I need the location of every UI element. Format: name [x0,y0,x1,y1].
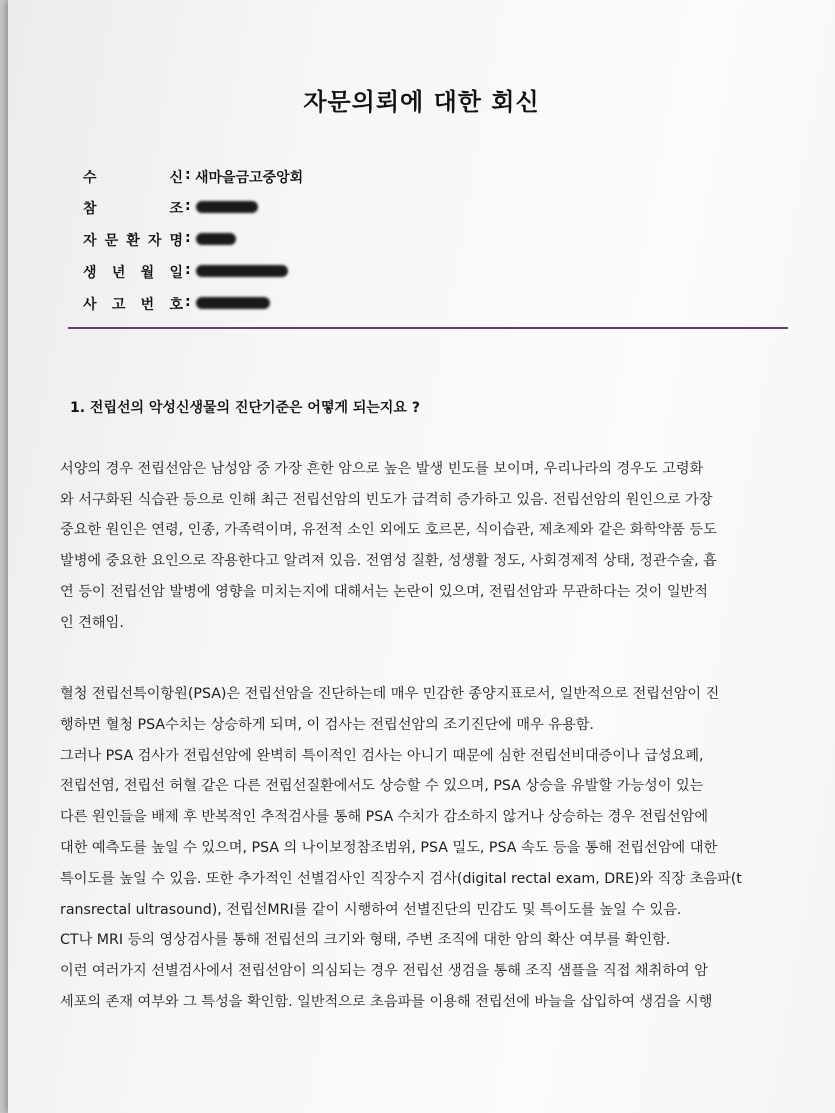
label-char: 사 [83,297,97,313]
label-char: 자 [83,233,97,249]
document-page [8,0,835,1113]
colon: : [185,167,191,183]
text-line: 서양의 경우 전립선암은 남성암 중 가장 흔한 암으로 높은 발생 빈도를 보이며, 우리나라의 경우도 고령화 [60,461,704,477]
redaction-mark [196,297,270,309]
text-line: 혈청 전립선특이항원(PSA)은 전립선암을 진단하는데 매우 민감한 종양지표로서, 일반적으로 전립선암이 진 [60,686,720,702]
label-char: 년 [111,265,126,281]
label-char: 번 [140,297,155,313]
text-line: 그러나 PSA 검사가 전립선암에 완벽히 특이적인 검사는 아니기 때문에 심한 전립선비대증이나 급성요폐, [60,747,704,764]
text-line: 발병에 중요한 요인으로 작용한다고 알려져 있음. 전염성 질환, 성생활 정도, 사회경제적 상태, 정관수술, 흡 [60,553,717,570]
section-heading: 1. 전립선의 악성신생물의 진단기준은 어떻게 되는지요 ? [70,400,420,416]
text-line: ransrectal ultrasound), 전립선MRI를 같이 시행하여 선별진단의 민감도 및 특이도를 높일 수 있음. [60,901,682,918]
label-char: 신 [169,170,183,186]
label-char: 자 [147,233,162,249]
redaction-mark [196,233,236,245]
text-line: 대한 예측도를 높일 수 있으며, PSA 의 나이보정참조범위, PSA 밀도, PSA 속도 등을 통해 전립선암에 대한 [60,840,718,856]
colon: : [185,262,191,278]
recipient-label [83,167,183,187]
label-char: 호 [169,297,183,313]
birthdate-label [83,262,183,282]
patient-name-label [83,230,183,250]
text-line: 전립선염, 전립선 허혈 같은 다른 전립선질환에서도 상승할 수 있으며, PSA 상승을 유발할 가능성이 있는 [60,778,704,795]
label-char: 참 [83,201,97,217]
label-char: 수 [83,170,97,186]
colon: : [185,230,191,246]
text-line: 와 서구화된 식습관 등으로 인해 최근 전립선암의 빈도가 급격히 증가하고 있음. 전립선암의 원인으로 가장 [60,491,713,508]
label-char: 환 [126,233,140,249]
label-char: 문 [104,233,119,249]
document-title: 자문의뢰에 대한 회신 [303,88,540,116]
text-line: 행하면 혈청 PSA수치는 상승하게 되며, 이 검사는 전립선암의 조기진단에 매우 유용함. [60,716,594,733]
text-line: CT나 MRI 등의 영상검사를 통해 전립선의 크기와 형태, 주변 조직에 대한 암의 확산 여부를 확인함. [60,932,671,949]
text-line: 다른 원인들을 배제 후 반복적인 추적검사를 통해 PSA 수치가 감소하지 않거나 상승하는 경우 전립선암에 [60,809,709,826]
colon: : [185,294,191,310]
text-line: 연 등이 전립선암 발병에 영향을 미치는지에 대해서는 논란이 있으며, 전립선암과 무관하다는 것이 일반적 [60,583,708,600]
redaction-mark [196,201,258,213]
text-line: 인 견해임. [60,614,124,631]
label-char: 고 [111,297,126,313]
reference-label [83,198,183,218]
text-line: 이런 여러가지 선별검사에서 전립선암이 의심되는 경우 전립선 생검을 통해 조직 샘플을 직접 채취하여 암 [60,963,708,980]
recipient-value: 새마을금고중앙회 [195,170,304,186]
label-char: 조 [169,201,183,217]
label-char: 명 [169,233,183,249]
label-char: 일 [169,265,183,281]
label-char: 월 [140,265,155,281]
redaction-mark [196,265,288,277]
case-number-label [83,294,183,314]
text-line: 특이도를 높일 수 있음. 또한 추가적인 선별검사인 직장수지 검사(digital rectal exam, DRE)와 직장 초음파(t [60,870,742,887]
colon: : [185,198,191,214]
text-line: 세포의 존재 여부와 그 특성을 확인함. 일반적으로 초음파를 이용해 전립선에 바늘을 삽입하여 생검을 시행 [60,994,713,1010]
text-line: 중요한 원인은 연령, 인종, 가족력이며, 유전적 소인 외에도 호르몬, 식이습관, 제초제와 같은 화학약품 등도 [60,522,717,539]
header-divider [68,327,788,329]
label-char: 생 [83,265,97,281]
